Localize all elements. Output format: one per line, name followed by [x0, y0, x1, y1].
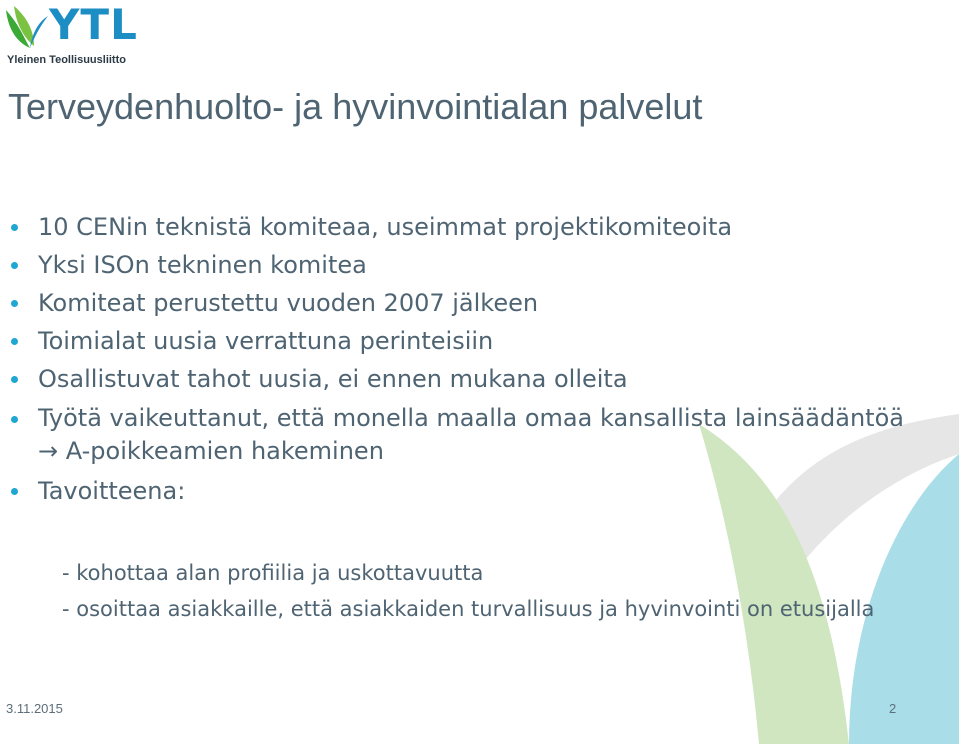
logo-subtitle: Yleinen Teollisuusliitto — [7, 54, 126, 66]
logo-wordmark: YTL — [49, 0, 138, 49]
sub-item: - kohottaa alan profiilia ja uskottavuutta — [62, 561, 484, 585]
slide-title: Terveydenhuolto- ja hyvinvointialan palvelut — [8, 86, 703, 127]
bullet-item: Osallistuvat tahot uusia, ei ennen mukana olleita — [38, 364, 918, 394]
bullet-item: Komiteat perustettu vuoden 2007 jälkeen — [38, 288, 918, 318]
bullet-list — [38, 212, 918, 514]
ytl-logo — [4, 0, 144, 68]
bullet-item: Yksi ISOn tekninen komitea — [38, 250, 918, 280]
bullet-item: Tavoitteena: — [38, 476, 918, 506]
bullet-item: Toimialat uusia verrattuna perinteisiin — [38, 326, 918, 356]
leaf-logo-icon — [4, 4, 48, 50]
bullet-item: Työtä vaikeuttanut, että monella maalla omaa kansallista lainsäädäntöä → A-poikkeamien hakeminen — [38, 402, 918, 468]
page-number: 2 — [889, 701, 897, 716]
bullet-item: 10 CENin teknistä komiteaa, useimmat projektikomiteoita — [38, 212, 918, 242]
sub-item-list — [62, 558, 922, 631]
footer-date: 3.11.2015 — [6, 701, 63, 716]
sub-item: - osoittaa asiakkaille, että asiakkaiden turvallisuus ja hyvinvointi on etusijalla — [62, 597, 875, 621]
